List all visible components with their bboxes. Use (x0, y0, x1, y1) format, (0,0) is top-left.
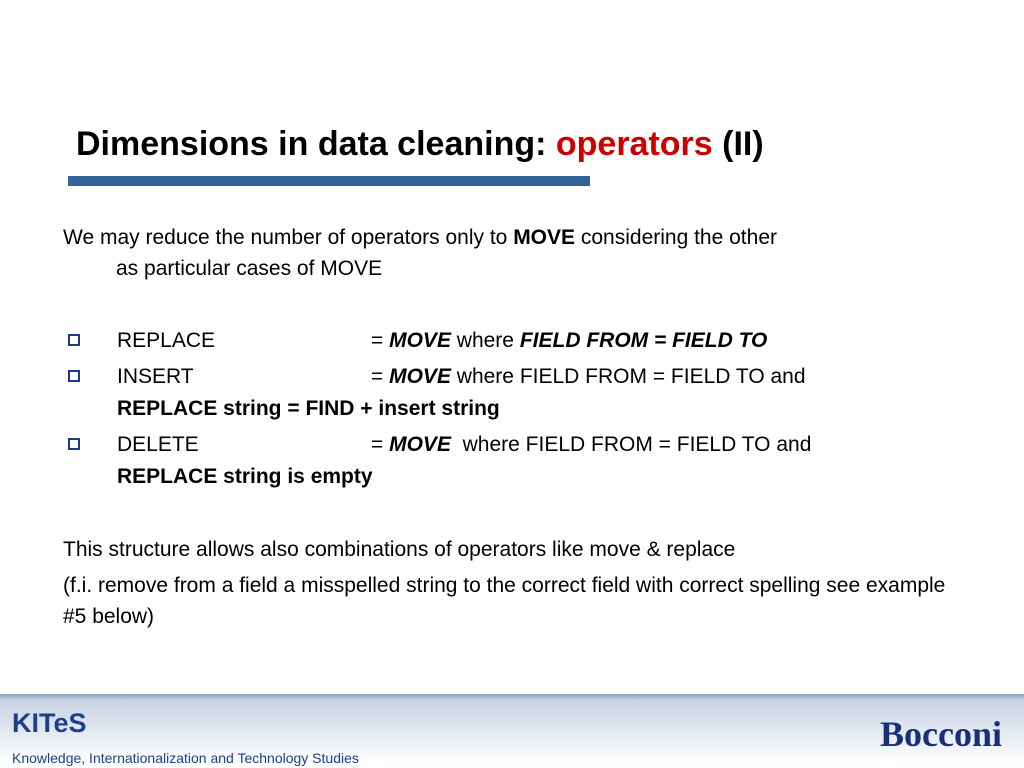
operator-name: DELETE (117, 433, 199, 456)
operator-item-delete (63, 429, 963, 493)
operator-item-replace (63, 325, 963, 357)
title-accent: operators (555, 125, 713, 163)
intro-continuation: as particular cases of MOVE (116, 257, 383, 280)
operator-move: MOVE (389, 329, 451, 352)
operator-where: where FIELD FROM = FIELD TO and (450, 365, 806, 388)
title-prefix: Dimensions in data cleaning: (76, 125, 556, 163)
square-bullet-icon (68, 334, 80, 346)
intro-paragraph (63, 222, 963, 284)
operator-where: where (450, 329, 520, 352)
title-underline (68, 176, 590, 186)
operator-equals: = (371, 365, 390, 388)
square-bullet-icon (68, 438, 80, 450)
intro-before: We may reduce the number of operators only to (63, 226, 514, 249)
operator-where: where FIELD FROM = FIELD TO and (450, 433, 812, 456)
example-paragraph: (f.i. remove from a field a misspelled string to the correct field with correct spelling see example #5 below) (63, 574, 946, 628)
operator-second-line: REPLACE string = FIND + insert string (117, 397, 500, 420)
operator-name: REPLACE (117, 329, 216, 352)
operator-name: INSERT (117, 365, 194, 388)
intro-keyword: MOVE (513, 226, 576, 249)
square-bullet-icon (68, 370, 80, 382)
operator-move: MOVE (389, 365, 451, 388)
operator-move: MOVE (389, 433, 451, 456)
slide-title (76, 120, 764, 168)
kites-tagline: Knowledge, Internationalization and Technology Studies (12, 750, 359, 766)
footer-bar (0, 694, 1024, 768)
operator-equals: = (371, 433, 390, 456)
operator-condition: FIELD FROM = FIELD TO (519, 329, 768, 352)
title-suffix: (II) (712, 125, 764, 163)
operator-list (63, 325, 963, 497)
kites-logo: KITeS (12, 708, 87, 738)
structure-paragraph: This structure allows also combinations of operators like move & replace (63, 538, 736, 561)
operator-item-insert (63, 361, 963, 425)
bocconi-logo: Bocconi (880, 714, 1002, 754)
intro-after: considering the other (575, 226, 777, 249)
operator-second-line: REPLACE string is empty (117, 465, 373, 488)
operator-equals: = (371, 329, 390, 352)
